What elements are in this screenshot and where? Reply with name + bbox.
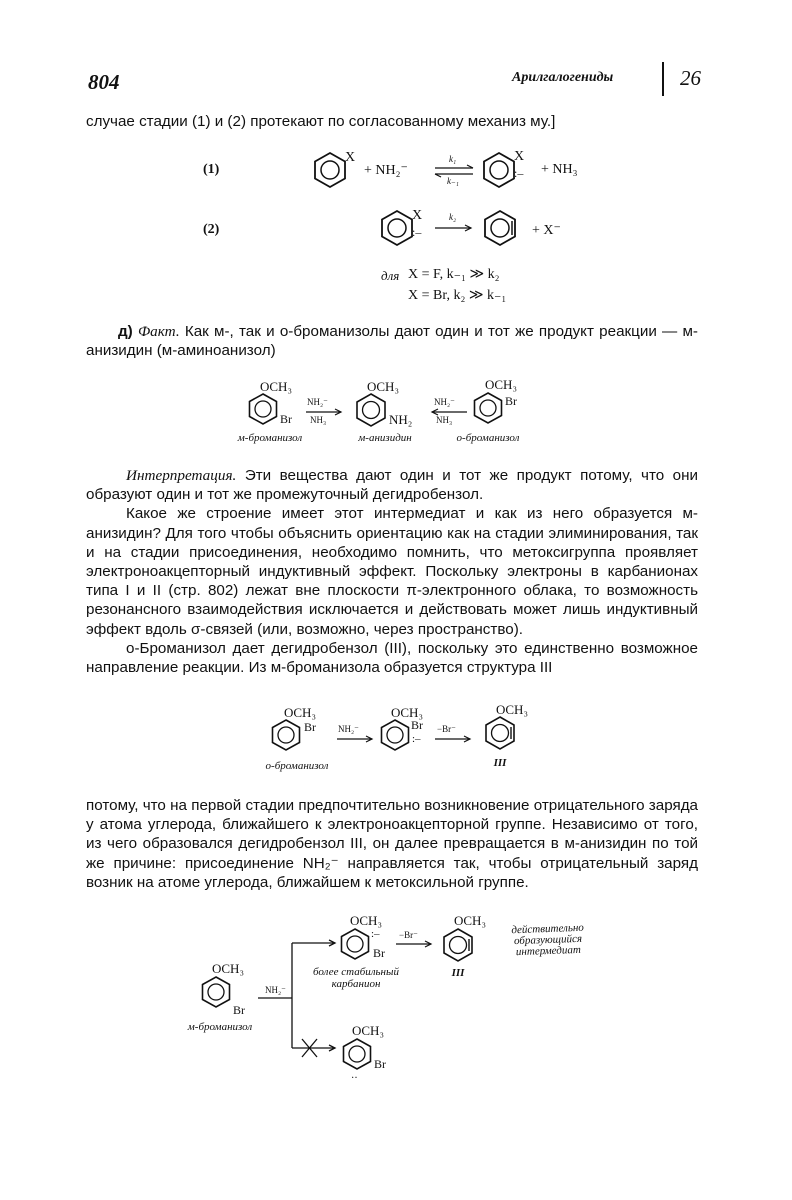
o-bromoanisole-ring-s3 <box>270 719 302 751</box>
fact-label: Факт. <box>137 323 180 340</box>
dehydrobenzene-ring <box>482 210 518 246</box>
step-label-2: (2) <box>203 222 220 237</box>
interpretation-label: Интерпретация. <box>126 467 237 484</box>
condition-bromine: X = Br, k₂ ≫ k₋₁ <box>408 288 507 303</box>
interpretation-text-1: Эти вещества дают один и тот же продукт потому, что они образуют один и тот же промежуточный дегидробензол. <box>86 467 698 504</box>
branching-arrows <box>255 938 345 1058</box>
caption-m-bromoanisole-s4: м-броманизол <box>187 1021 253 1033</box>
caption-iii-s4: III <box>451 967 465 979</box>
och3-s4-bottom: OCH₃ <box>352 1023 384 1038</box>
och3-s4-top: OCH₃ <box>350 913 382 928</box>
header-divider <box>662 62 664 96</box>
page-number: 804 <box>88 70 120 94</box>
reagent-nh3-2: NH₃ <box>436 415 453 425</box>
reagent-nh2-1: NH₂⁻ <box>307 397 328 407</box>
halogen-x-1: X <box>345 150 356 165</box>
dehydrobenzene-ring-s4 <box>441 928 475 962</box>
fact-prefix: д) <box>118 323 133 340</box>
running-title: Арилгалогениды <box>512 70 614 85</box>
caption-actual-intermediate <box>497 922 598 958</box>
nh2-label: NH₂ <box>389 412 413 427</box>
lone-pair-s3: :– <box>412 733 421 745</box>
och3-s4-start: OCH₃ <box>212 961 244 976</box>
plus-nh2: + NH₂⁻ <box>364 163 408 178</box>
reagent-nh3-1: NH₃ <box>310 415 327 425</box>
halogen-x-2: X <box>514 149 525 164</box>
br-s3-1: Br <box>304 720 316 734</box>
caption-o-bromoanisole: о-броманизол <box>456 432 520 444</box>
minus-br-s4: −Br⁻ <box>399 930 418 940</box>
o-bromoanisole-ring <box>472 392 504 424</box>
condition-for: для <box>381 268 400 283</box>
lone-pair-1: :– <box>514 166 524 180</box>
och3-label-1: OCH₃ <box>260 379 292 394</box>
m-bromoanisole-ring-s4 <box>200 976 232 1008</box>
caption-actual-line2: образующийся <box>513 932 583 948</box>
interpretation-text-3: о-Броманизол дает дегидробензол (III), поскольку это единственно возможное направление реакции. Из м-броманизола образуется структура III <box>86 639 698 677</box>
explanation-paragraph: потому, что на первой стадии предпочтительно возникновение отрицательного заряда у атома углерода, ближайшего к электроноакцепторной группе. Независимо от того, из чего образовался дегидробензол III, он далее превращается в м-анизидин по той же причине: присоединение NH₂⁻ направляется так, чтобы отрицательный заряд возник на атоме углерода, ближайшем к метоксильной группе. <box>86 797 698 891</box>
br-s4-top: Br <box>373 946 385 960</box>
och3-label-2: OCH₃ <box>367 379 399 394</box>
nh2-s3: NH₂⁻ <box>338 724 359 734</box>
rate-k2: k₂ <box>449 212 457 222</box>
m-bromoanisole-ring <box>247 393 279 425</box>
elimination-arrow <box>433 224 473 232</box>
caption-stable-carbanion <box>306 966 406 990</box>
br-s4-bottom: Br <box>374 1057 386 1071</box>
och3-s3-2: OCH₃ <box>391 705 423 720</box>
carbanion-ring-2 <box>379 210 415 246</box>
caption-iii-s3: III <box>493 757 507 769</box>
condition-fluorine: X = F, k₋₁ ≫ k₂ <box>408 267 500 282</box>
step-label-1: (1) <box>203 162 220 177</box>
intro-paragraph: случае стадии (1) и (2) протекают по согласованному механиз му.] <box>86 113 556 130</box>
rate-k-1: k₋₁ <box>447 176 459 186</box>
lone-pair-s4-bottom: ‥ <box>351 1070 358 1081</box>
carbanion-ring-1 <box>481 152 517 188</box>
plus-x-minus: + X⁻ <box>532 223 561 238</box>
arrow-s4-top <box>395 940 433 948</box>
och3-label-3: OCH₃ <box>485 377 517 392</box>
benzene-ring-1 <box>312 152 348 188</box>
caption-stable-line2: карбанион <box>331 978 381 990</box>
fact-paragraph <box>86 322 698 360</box>
minus-br-s3: −Br⁻ <box>437 724 456 734</box>
interpretation-paragraphs <box>86 466 698 677</box>
lone-pair-2: :– <box>412 225 422 239</box>
carbanion-ring-s3 <box>379 719 411 751</box>
halogen-x-3: X <box>412 208 423 223</box>
och3-s4-iii: OCH₃ <box>454 913 486 928</box>
fact-text: Как м-, так и о-броманизолы дают один и тот же продукт реакции — м-анизидин (м-аминоанизол) <box>86 323 698 360</box>
stable-carbanion-ring <box>339 928 371 960</box>
caption-actual-line1: действительно <box>511 921 585 937</box>
br-s4-start: Br <box>233 1003 245 1017</box>
caption-actual-line3: интермедиат <box>515 943 581 959</box>
interpretation-text-2: Какое же строение имеет этот интермедиат и как из него образуется м-анизидин? Для того чтобы объяснить ориентацию как на стадии элиминирования, так и на стадии присоединения, необходимо помнить, что метоксигруппа проявляет электроноакцепторный индуктивный эффект. Поскольку электроны в карбанионах типа I и II (стр. 802) лежат вне плоскости π-электронного облака, то возможность резонансного взаимодействия исключается и действовать может лишь индуктивный эффект вдоль σ-связей (или, возможно, через пространство). <box>86 505 698 638</box>
plus-nh3: + NH₃ <box>541 162 578 177</box>
rate-k1: k₁ <box>449 154 457 164</box>
arrow-s3-1 <box>336 735 374 743</box>
caption-o-bromoanisole-s3: о-броманизол <box>265 760 329 772</box>
dehydrobenzene-ring-s3 <box>483 716 517 750</box>
caption-m-bromoanisole: м-броманизол <box>237 432 303 444</box>
arrow-s3-2 <box>434 735 472 743</box>
och3-s3-3: OCH₃ <box>496 702 528 717</box>
chapter-number: 26 <box>680 66 701 90</box>
br-label-2: Br <box>505 394 517 408</box>
br-s3-2: Br <box>411 718 423 732</box>
br-label-1: Br <box>280 412 292 426</box>
caption-m-anisidine: м-анизидин <box>358 432 412 444</box>
equilibrium-arrow <box>433 164 475 178</box>
nh2-s4: NH₂⁻ <box>265 985 286 995</box>
m-anisidine-ring <box>354 393 388 427</box>
och3-s3-1: OCH₃ <box>284 705 316 720</box>
reagent-nh2-2: NH₂⁻ <box>434 397 455 407</box>
lone-pair-s4-top: :– <box>371 928 380 940</box>
caption-stable-line1: более стабильный <box>313 966 399 978</box>
unstable-carbanion-ring <box>341 1038 373 1070</box>
